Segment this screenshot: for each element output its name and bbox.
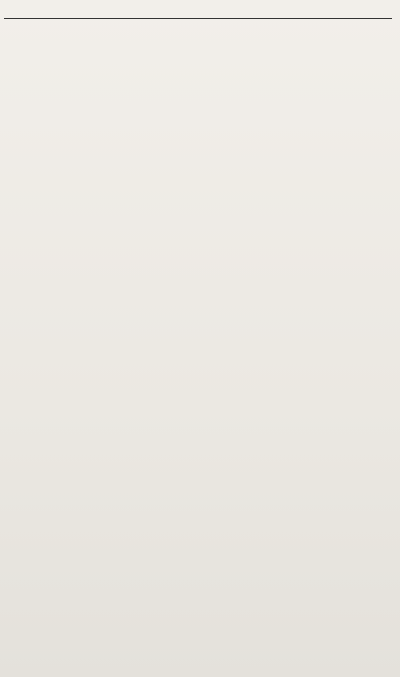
header-rule [4, 18, 392, 19]
page-header [0, 0, 400, 34]
